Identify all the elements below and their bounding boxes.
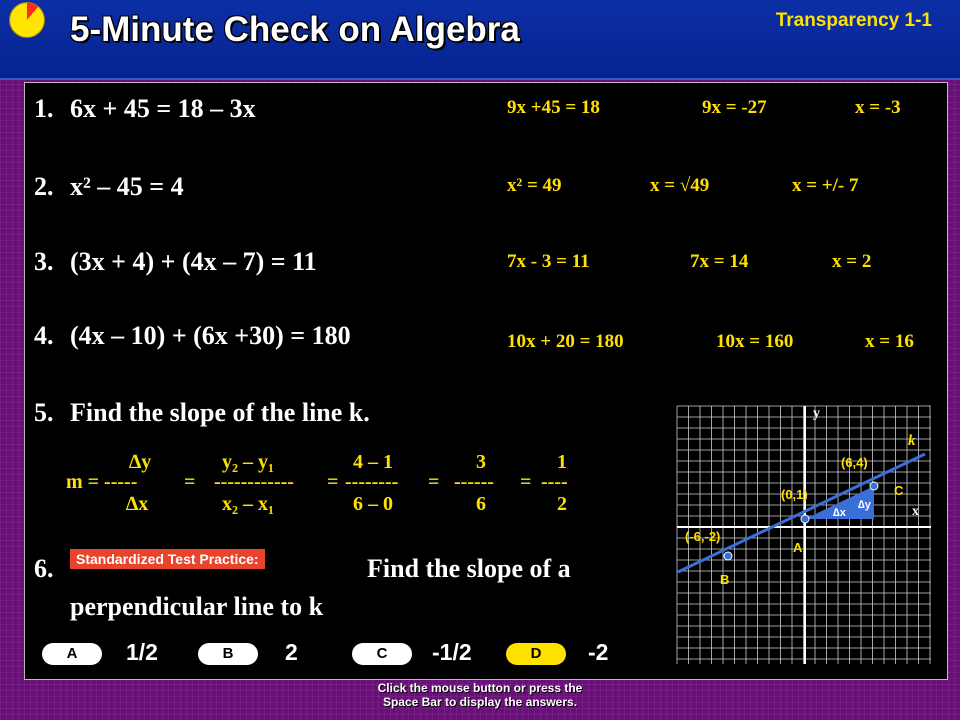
answer-4-step-2: 10x = 160	[716, 331, 794, 352]
delta-x-label: ∆x	[833, 507, 846, 519]
choice-b-value: 2	[285, 639, 298, 665]
slope-eq2: =	[327, 471, 339, 493]
question-1	[34, 94, 256, 124]
question-number: 5.	[34, 398, 54, 427]
slope-frac4-mid: ------	[454, 471, 494, 493]
point-b-name: B	[720, 572, 730, 587]
slope-frac3-mid: --------	[345, 471, 399, 493]
choice-d-button[interactable]: D	[506, 643, 566, 665]
answer-3-step-2: 7x = 14	[690, 251, 749, 272]
answer-2-step-1: x² = 49	[507, 175, 562, 196]
question-text: (4x – 10) + (6x +30) = 180	[70, 321, 351, 350]
question-number: 3.	[34, 247, 54, 276]
point-b	[724, 552, 732, 560]
answer-2-step-2: x = √49	[650, 175, 710, 196]
choice-a-button[interactable]: A	[42, 643, 102, 665]
standardized-test-badge: Standardized Test Practice:	[70, 549, 265, 569]
footer-line-2: Space Bar to display the answers.	[382, 695, 578, 709]
choice-c-button[interactable]: C	[352, 643, 412, 665]
clock-icon	[10, 3, 44, 37]
point-a-coords: (0,1)	[781, 487, 808, 502]
slope-frac2-top: y₂ – y₁	[222, 451, 274, 473]
question-4	[34, 321, 351, 351]
slope-frac5-top: 1	[557, 451, 567, 473]
answer-4-step-1: 10x + 20 = 180	[507, 331, 624, 352]
line-k-label: k	[908, 433, 916, 449]
slope-eq4: =	[520, 471, 532, 493]
answer-3-step-1: 7x - 3 = 11	[507, 251, 590, 272]
question-number: 1.	[34, 94, 54, 123]
question-6-number: 6.	[34, 554, 54, 583]
question-text: 6x + 45 = 18 – 3x	[70, 94, 256, 123]
point-c-name: C	[894, 483, 904, 498]
slope-frac4-bottom: 6	[476, 493, 486, 515]
point-c	[870, 482, 878, 490]
question-text: (3x + 4) + (4x – 7) = 11	[70, 247, 317, 276]
slope-eq3: =	[428, 471, 440, 493]
slope-frac5-bottom: 2	[557, 493, 567, 515]
question-number: 2.	[34, 172, 54, 201]
point-a-name: A	[793, 540, 803, 555]
slope-frac3-bottom: 6 – 0	[353, 493, 393, 515]
slope-frac5-mid: ----	[541, 471, 568, 493]
footer-instructions	[0, 681, 960, 709]
delta-y-label: ∆y	[858, 499, 871, 511]
question-2	[34, 172, 184, 202]
slope-frac3-top: 4 – 1	[353, 451, 393, 473]
answer-1-step-3: x = -3	[855, 97, 901, 118]
header-bar	[0, 0, 960, 80]
question-text: x² – 45 = 4	[70, 172, 184, 201]
point-a	[801, 515, 809, 523]
answer-1-step-2: 9x = -27	[702, 97, 767, 118]
x-axis-label: x	[912, 504, 919, 519]
answer-4-step-3: x = 16	[865, 331, 914, 352]
slope-frac1-top: ∆y	[129, 451, 152, 473]
answer-3-step-3: x = 2	[832, 251, 872, 272]
question-number: 4.	[34, 321, 54, 350]
slope-frac1-bottom: ∆x	[126, 493, 149, 515]
coordinate-graph	[675, 404, 933, 666]
y-axis-label: y	[813, 406, 820, 421]
answer-1-step-1: 9x +45 = 18	[507, 97, 600, 118]
choice-a-value: 1/2	[126, 639, 158, 665]
question-5	[34, 398, 370, 428]
choice-d-value: -2	[588, 639, 609, 665]
slope-frac2-mid: ------------	[214, 471, 294, 493]
slope-eq1: =	[184, 471, 196, 493]
choice-c-value: -1/2	[432, 639, 472, 665]
page-title: 5-Minute Check on Algebra	[70, 10, 520, 49]
question-3	[34, 247, 317, 277]
point-b-coords: (-6,-2)	[685, 529, 721, 544]
point-c-coords: (6,4)	[841, 455, 868, 470]
answer-2-step-3: x = +/- 7	[792, 175, 859, 196]
choice-b-button[interactable]: B	[198, 643, 258, 665]
footer-line-1: Click the mouse button or press the	[377, 681, 583, 695]
slope-frac2-bottom: x₂ – x₁	[222, 493, 274, 515]
question-text: Find the slope of the line k.	[70, 398, 370, 427]
question-6-text-line1: Find the slope of a	[367, 554, 571, 583]
question-6-text-line2: perpendicular line to k	[70, 592, 324, 621]
slope-m-label: m = -----	[66, 471, 138, 493]
transparency-label: Transparency 1-1	[775, 10, 932, 31]
slope-frac4-top: 3	[476, 451, 486, 473]
